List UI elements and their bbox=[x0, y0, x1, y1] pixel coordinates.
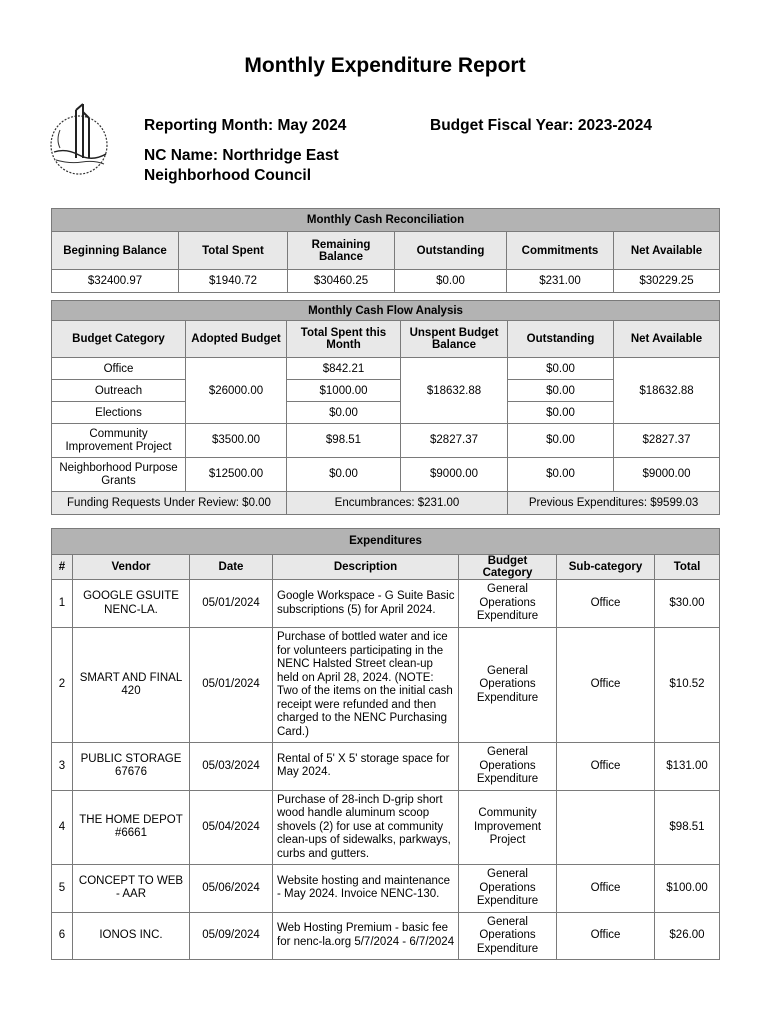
column-header: Sub-category bbox=[557, 555, 655, 580]
date: 05/06/2024 bbox=[190, 865, 273, 913]
sub-category: Office bbox=[557, 865, 655, 913]
total: $10.52 bbox=[655, 628, 720, 743]
column-header: Net Available bbox=[614, 321, 720, 358]
nc-name-line1: NC Name: Northridge East bbox=[144, 147, 339, 164]
row-number: 3 bbox=[52, 743, 73, 791]
column-header: Beginning Balance bbox=[52, 232, 179, 270]
column-header: Description bbox=[273, 555, 459, 580]
description: Purchase of bottled water and ice for volunteers participating in the NENC Halsted Street clean-up held on April 28, 2024. (NOTE: Two of the items on the initial cash receipt were refunded and then charged to the NENC Purchasing Card.) bbox=[273, 628, 459, 743]
report-title: Monthly Expenditure Report bbox=[244, 54, 526, 77]
total: $131.00 bbox=[655, 743, 720, 791]
expenditures-table bbox=[51, 528, 720, 960]
column-header: Budget Category bbox=[52, 321, 186, 358]
unspent-balance: $9000.00 bbox=[401, 458, 508, 492]
previous-expenditures: Previous Expenditures: $9599.03 bbox=[508, 492, 720, 515]
budget-category: Outreach bbox=[52, 380, 186, 402]
outstanding: $0.00 bbox=[508, 458, 614, 492]
table-row bbox=[52, 790, 720, 865]
budget-category: Community Improvement Project bbox=[459, 790, 557, 865]
outstanding: $0.00 bbox=[508, 380, 614, 402]
table-row bbox=[52, 458, 720, 492]
table-row bbox=[52, 580, 720, 628]
outstanding: $0.00 bbox=[508, 424, 614, 458]
total: $26.00 bbox=[655, 912, 720, 960]
spent-this-month: $98.51 bbox=[287, 424, 401, 458]
column-header: Total Spent bbox=[179, 232, 288, 270]
outstanding: $0.00 bbox=[508, 358, 614, 380]
sub-category: Office bbox=[557, 912, 655, 960]
budget-category: General Operations Expenditure bbox=[459, 865, 557, 913]
description: Rental of 5' X 5' storage space for May 2024. bbox=[273, 743, 459, 791]
table-row bbox=[52, 270, 720, 293]
spent-this-month: $0.00 bbox=[287, 458, 401, 492]
date: 05/01/2024 bbox=[190, 580, 273, 628]
row-number: 2 bbox=[52, 628, 73, 743]
description: Google Workspace - G Suite Basic subscriptions (5) for April 2024. bbox=[273, 580, 459, 628]
vendor: CONCEPT TO WEB - AAR bbox=[73, 865, 190, 913]
date: 05/03/2024 bbox=[190, 743, 273, 791]
budget-category: General Operations Expenditure bbox=[459, 912, 557, 960]
remaining-balance: $30460.25 bbox=[288, 270, 395, 293]
column-header: Date bbox=[190, 555, 273, 580]
nc-name bbox=[144, 146, 339, 186]
column-header: Total bbox=[655, 555, 720, 580]
spent-this-month: $0.00 bbox=[287, 402, 401, 424]
total: $100.00 bbox=[655, 865, 720, 913]
vendor: SMART AND FINAL 420 bbox=[73, 628, 190, 743]
date: 05/04/2024 bbox=[190, 790, 273, 865]
budget-category: General Operations Expenditure bbox=[459, 580, 557, 628]
net-available: $2827.37 bbox=[614, 424, 720, 458]
sub-category bbox=[557, 790, 655, 865]
encumbrances: Encumbrances: $231.00 bbox=[287, 492, 508, 515]
table-row bbox=[52, 743, 720, 791]
column-header: Unspent Budget Balance bbox=[401, 321, 508, 358]
column-header: Outstanding bbox=[395, 232, 507, 270]
date: 05/09/2024 bbox=[190, 912, 273, 960]
reconciliation-caption: Monthly Cash Reconciliation bbox=[52, 209, 720, 232]
outstanding: $0.00 bbox=[508, 402, 614, 424]
row-number: 6 bbox=[52, 912, 73, 960]
row-number: 4 bbox=[52, 790, 73, 865]
description: Web Hosting Premium - basic fee for nenc-la.org 5/7/2024 - 6/7/2024 bbox=[273, 912, 459, 960]
city-seal-logo-icon bbox=[46, 100, 112, 180]
sub-category: Office bbox=[557, 743, 655, 791]
total: $30.00 bbox=[655, 580, 720, 628]
sub-category: Office bbox=[557, 628, 655, 743]
date: 05/01/2024 bbox=[190, 628, 273, 743]
outstanding: $0.00 bbox=[395, 270, 507, 293]
vendor: IONOS INC. bbox=[73, 912, 190, 960]
table-row bbox=[52, 424, 720, 458]
budget-category: General Operations Expenditure bbox=[459, 628, 557, 743]
column-header: Budget Category bbox=[459, 555, 557, 580]
general-net-available: $18632.88 bbox=[614, 358, 720, 424]
general-unspent-balance: $18632.88 bbox=[401, 358, 508, 424]
fiscal-year: Budget Fiscal Year: 2023-2024 bbox=[430, 117, 653, 134]
column-header: Remaining Balance bbox=[288, 232, 395, 270]
row-number: 1 bbox=[52, 580, 73, 628]
funding-requests: Funding Requests Under Review: $0.00 bbox=[52, 492, 287, 515]
reporting-month: Reporting Month: May 2024 bbox=[144, 117, 347, 134]
vendor: PUBLIC STORAGE 67676 bbox=[73, 743, 190, 791]
column-header: Outstanding bbox=[508, 321, 614, 358]
column-header: Total Spent this Month bbox=[287, 321, 401, 358]
budget-category: Neighborhood Purpose Grants bbox=[52, 458, 186, 492]
vendor: THE HOME DEPOT #6661 bbox=[73, 790, 190, 865]
unspent-balance: $2827.37 bbox=[401, 424, 508, 458]
general-adopted-budget: $26000.00 bbox=[186, 358, 287, 424]
column-header: # bbox=[52, 555, 73, 580]
spent-this-month: $842.21 bbox=[287, 358, 401, 380]
table-row bbox=[52, 628, 720, 743]
cash-flow-table bbox=[51, 300, 720, 515]
beginning-balance: $32400.97 bbox=[52, 270, 179, 293]
table-row bbox=[52, 358, 720, 380]
commitments: $231.00 bbox=[507, 270, 614, 293]
cash-flow-caption: Monthly Cash Flow Analysis bbox=[52, 301, 720, 321]
spent-this-month: $1000.00 bbox=[287, 380, 401, 402]
column-header: Commitments bbox=[507, 232, 614, 270]
table-row bbox=[52, 865, 720, 913]
column-header: Vendor bbox=[73, 555, 190, 580]
column-header: Net Available bbox=[614, 232, 720, 270]
expenditures-caption: Expenditures bbox=[52, 529, 720, 555]
total: $98.51 bbox=[655, 790, 720, 865]
table-row bbox=[52, 912, 720, 960]
budget-category: Community Improvement Project bbox=[52, 424, 186, 458]
vendor: GOOGLE GSUITE NENC-LA. bbox=[73, 580, 190, 628]
adopted-budget: $12500.00 bbox=[186, 458, 287, 492]
adopted-budget: $3500.00 bbox=[186, 424, 287, 458]
net-available: $30229.25 bbox=[614, 270, 720, 293]
nc-name-line2: Neighborhood Council bbox=[144, 167, 312, 184]
cash-reconciliation-table bbox=[51, 208, 720, 293]
budget-category: General Operations Expenditure bbox=[459, 743, 557, 791]
cash-flow-footer bbox=[52, 492, 720, 515]
net-available: $9000.00 bbox=[614, 458, 720, 492]
total-spent: $1940.72 bbox=[179, 270, 288, 293]
description: Website hosting and maintenance - May 2024. Invoice NENC-130. bbox=[273, 865, 459, 913]
budget-category: Elections bbox=[52, 402, 186, 424]
budget-category: Office bbox=[52, 358, 186, 380]
description: Purchase of 28-inch D-grip short wood handle aluminum scoop shovels (2) for use at community clean-ups of sidewalks, parkways, curbs and gutters. bbox=[273, 790, 459, 865]
column-header: Adopted Budget bbox=[186, 321, 287, 358]
sub-category: Office bbox=[557, 580, 655, 628]
row-number: 5 bbox=[52, 865, 73, 913]
